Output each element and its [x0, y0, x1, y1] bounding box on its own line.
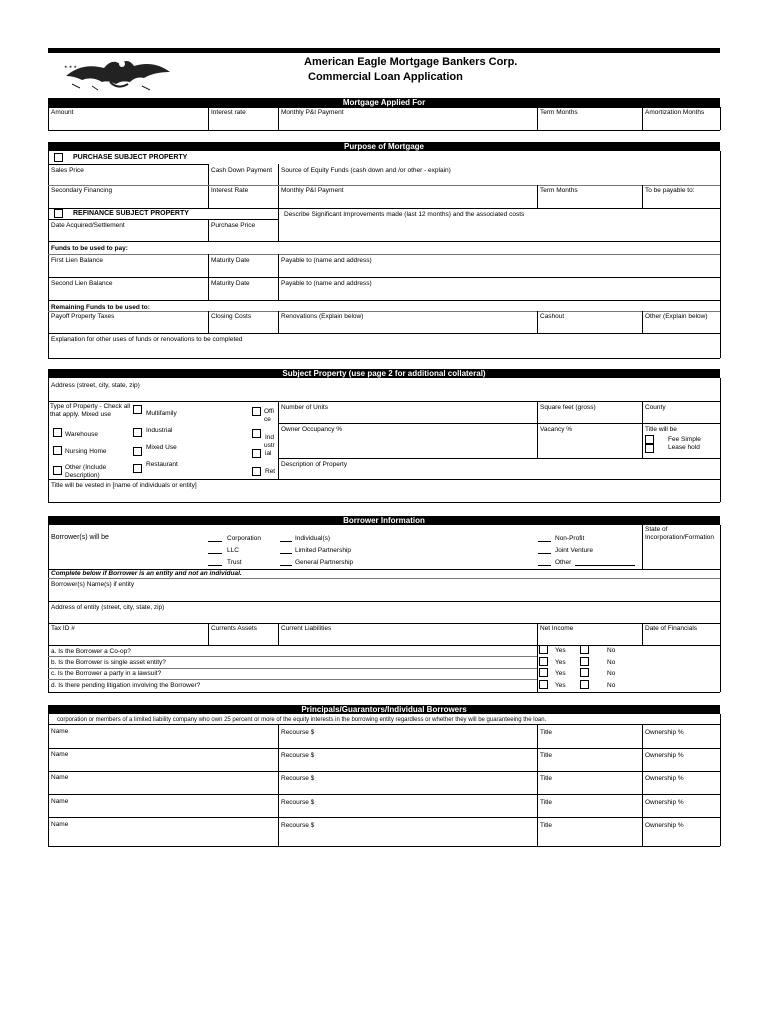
field-payoff-taxes[interactable]: Payoff Property Taxes: [51, 313, 115, 320]
property-type-label-1: Type of Property - Check all: [50, 403, 131, 410]
field-vacancy[interactable]: Vacancy %: [540, 426, 573, 433]
principal-1-name[interactable]: Name: [51, 728, 69, 735]
principal-5-ownership[interactable]: Ownership %: [645, 822, 684, 829]
state-label-a: State of: [645, 526, 668, 533]
field-explanation[interactable]: Explanation for other uses of funds or renovations to be completed: [51, 336, 243, 343]
field-entity-address[interactable]: Address of entity (street, city, state, zip): [51, 604, 165, 611]
label-warehouse: Warehouse: [65, 431, 98, 438]
checkbox-office[interactable]: [252, 407, 261, 416]
field-other-explain[interactable]: Other (Explain below): [645, 313, 708, 320]
question-lawsuit: c. Is the Borrower a party in a lawsuit?: [51, 670, 162, 677]
option-other[interactable]: Other: [555, 559, 572, 566]
question-single-asset: b. Is the Borrower is single asset entity?: [51, 659, 166, 666]
principal-3-title[interactable]: Title: [540, 775, 553, 782]
principal-1-ownership[interactable]: Ownership %: [645, 729, 684, 736]
checkbox-other-property[interactable]: [53, 466, 62, 475]
label-ind-a: Ind: [265, 434, 275, 441]
field-net-income[interactable]: Net Income: [540, 625, 574, 632]
field-interest-rate[interactable]: Interest rate: [211, 109, 246, 116]
checkbox-lease-hold[interactable]: [645, 444, 654, 453]
principal-2-title[interactable]: Title: [540, 752, 553, 759]
section-header-purpose: Purpose of Mortgage: [48, 142, 720, 151]
label-office-b: ce: [264, 416, 271, 423]
field-amortization-months[interactable]: Amortization Months: [645, 109, 705, 116]
field-county[interactable]: County: [645, 404, 666, 411]
label-restaurant: Restaurant: [146, 461, 178, 468]
field-describe-improvements[interactable]: Describe Significant Improvements made (last 12 months) and the associated costs: [284, 211, 525, 218]
checkbox-no-d[interactable]: [580, 680, 589, 689]
principal-3-recourse[interactable]: Recourse $: [281, 775, 315, 782]
option-llc[interactable]: LLC: [227, 547, 239, 554]
principal-5-recourse[interactable]: Recourse $: [281, 822, 315, 829]
principal-2-ownership[interactable]: Ownership %: [645, 752, 684, 759]
field-second-lien[interactable]: Second Lien Balance: [51, 280, 113, 287]
section-header-mortgage-applied: Mortgage Applied For: [48, 98, 720, 107]
header-rule: [48, 48, 720, 53]
checkbox-yes-c[interactable]: [539, 668, 548, 677]
field-title-vested[interactable]: Title will be vested in [name of individuals or entity]: [51, 482, 197, 489]
label-yes-c: Yes: [555, 670, 566, 677]
field-date-financials[interactable]: Date of Financials: [645, 625, 698, 632]
complete-below-note: Complete below if Borrower is an entity and not an individual.: [51, 570, 242, 577]
label-yes-d: Yes: [555, 682, 566, 689]
option-non-profit[interactable]: Non-Profit: [555, 535, 585, 542]
checkbox-retail[interactable]: [252, 467, 261, 476]
principal-2-recourse[interactable]: Recourse $: [281, 752, 315, 759]
field-closing-costs[interactable]: Closing Costs: [211, 313, 252, 320]
section-header-principals: Principals/Guarantors/Individual Borrowers: [48, 705, 720, 714]
field-purchase-price[interactable]: Purchase Price: [211, 222, 256, 229]
option-corporation[interactable]: Corporation: [227, 535, 261, 542]
svg-text:★ ★ ★: ★ ★ ★: [64, 64, 77, 69]
title-will-be-label: Title will be: [645, 426, 677, 433]
field-sales-price[interactable]: Sales Price: [51, 167, 84, 174]
label-ind-c: ial: [265, 450, 272, 457]
checkbox-industrial[interactable]: [133, 428, 142, 437]
principals-note: corporation or members of a limited liability company who own 25 percent or more of the equity interests in the borrowing entity regardless or whether they will be guaranteeing the loan.: [57, 717, 547, 723]
principal-4-name[interactable]: Name: [51, 798, 69, 805]
checkbox-purchase[interactable]: [54, 153, 63, 162]
checkbox-yes-b[interactable]: [539, 657, 548, 666]
borrowers-will-be-label: Borrower(s) will be: [51, 534, 109, 541]
field-renovations[interactable]: Renovations (Explain below): [281, 313, 364, 320]
field-owner-occupancy[interactable]: Owner Occupancy %: [281, 426, 343, 433]
field-current-assets[interactable]: Currents Assets: [211, 625, 257, 632]
question-coop: a. Is the Borrower a Co-op?: [51, 648, 131, 655]
purchase-label: PURCHASE SUBJECT PROPERTY: [73, 154, 188, 161]
checkbox-industrial-2[interactable]: [252, 429, 261, 438]
label-ind-b: ustr: [264, 442, 275, 449]
field-number-units[interactable]: Number of Units: [281, 404, 328, 411]
checkbox-no-c[interactable]: [580, 668, 589, 677]
label-yes-b: Yes: [555, 659, 566, 666]
principal-1-recourse[interactable]: Recourse $: [281, 729, 315, 736]
form-title: Commercial Loan Application: [308, 71, 463, 83]
checkbox-multifamily[interactable]: [133, 405, 142, 414]
principal-5-title[interactable]: Title: [540, 822, 553, 829]
label-other-b: Description): [65, 472, 100, 479]
checkbox-refinance[interactable]: [54, 209, 63, 218]
checkbox-warehouse[interactable]: [53, 428, 62, 437]
label-no-b: No: [607, 659, 616, 666]
section-header-borrower: Borrower Information: [48, 516, 720, 525]
field-source-equity[interactable]: Source of Equity Funds (cash down and /or other - explain): [281, 167, 451, 174]
section-header-subject-property: Subject Property (use page 2 for additional collateral): [48, 369, 720, 378]
label-fee-simple: Fee Simple: [668, 436, 701, 443]
checkbox-no-a[interactable]: [580, 645, 589, 654]
field-payable-name-1[interactable]: Payable to (name and address): [281, 257, 372, 264]
field-term-months[interactable]: Term Months: [540, 109, 578, 116]
funds-to-pay-label: Funds to be used to pay:: [51, 245, 128, 252]
label-lease-hold: Lease hold: [668, 444, 700, 451]
field-amount[interactable]: Amount: [51, 109, 74, 116]
checkbox-restaurant[interactable]: [133, 464, 142, 473]
field-term-months-2[interactable]: Term Months: [540, 187, 578, 194]
field-first-lien[interactable]: First Lien Balance: [51, 257, 104, 264]
option-trust[interactable]: Trust: [227, 559, 242, 566]
label-no-a: No: [607, 647, 616, 654]
principal-3-ownership[interactable]: Ownership %: [645, 775, 684, 782]
principal-5-name[interactable]: Name: [51, 821, 69, 828]
principal-2-name[interactable]: Name: [51, 751, 69, 758]
principal-4-ownership[interactable]: Ownership %: [645, 799, 684, 806]
eagle-logo: [62, 54, 174, 94]
label-retail: Ret: [265, 468, 276, 475]
property-type-label-2: that apply. Mixed use: [50, 411, 111, 418]
principal-1-title[interactable]: Title: [540, 729, 553, 736]
checkbox-fee-simple[interactable]: [645, 435, 654, 444]
label-no-c: No: [607, 670, 616, 677]
label-mixed-use: Mixed Use: [146, 444, 177, 451]
field-tax-id[interactable]: Tax ID #: [51, 625, 75, 632]
label-multifamily: Multifamily: [146, 410, 177, 417]
field-borrower-names[interactable]: Borrower(s) Name(s) if entity: [51, 581, 135, 588]
label-yes-a: Yes: [555, 647, 566, 654]
field-interest-rate-2[interactable]: Interest Rate: [211, 187, 249, 194]
field-square-feet[interactable]: Square feet (gross): [540, 404, 596, 411]
option-joint-venture[interactable]: Joint Venture: [555, 547, 593, 554]
field-cash-down[interactable]: Cash Down Payment: [211, 167, 273, 174]
field-secondary-financing[interactable]: Secondary Financing: [51, 187, 113, 194]
field-date-acquired[interactable]: Date Acquired/Settlement: [51, 222, 125, 229]
principal-4-recourse[interactable]: Recourse $: [281, 799, 315, 806]
company-name: American Eagle Mortgage Bankers Corp.: [304, 56, 518, 68]
label-office-a: Offi: [264, 408, 274, 415]
state-label-b[interactable]: Incorporation/Formation: [645, 534, 715, 541]
checkbox-ind-3[interactable]: [252, 449, 261, 458]
label-industrial: Industrial: [146, 427, 173, 434]
divider: [48, 107, 720, 108]
label-no-d: No: [607, 682, 616, 689]
remaining-funds-label: Remaining Funds to be used to:: [51, 304, 150, 311]
field-current-liabilities[interactable]: Current Liabilities: [281, 625, 332, 632]
question-litigation: d. Is there pending litigation involving the Borrower?: [51, 682, 201, 689]
field-monthly-payment[interactable]: Monthly P&I Payment: [281, 109, 344, 116]
label-other-a: Other (Include: [65, 464, 107, 471]
checkbox-nursing-home[interactable]: [53, 446, 62, 455]
field-description-property[interactable]: Description of Property: [281, 461, 348, 468]
principal-3-name[interactable]: Name: [51, 774, 69, 781]
field-property-address[interactable]: Address (street, city, state, zip): [51, 382, 140, 389]
option-limited-partnership[interactable]: Limited Partnership: [295, 547, 351, 554]
refinance-label: REFINANCE SUBJECT PROPERTY: [73, 210, 189, 217]
label-nursing-home: Nursing Home: [65, 448, 107, 455]
checkbox-yes-d[interactable]: [539, 680, 548, 689]
field-maturity-date-2[interactable]: Maturity Date: [211, 280, 250, 287]
option-general-partnership[interactable]: General Partnership: [295, 559, 354, 566]
field-maturity-date-1[interactable]: Maturity Date: [211, 257, 250, 264]
field-payable-to[interactable]: To be payable to:: [645, 187, 695, 194]
checkbox-no-b[interactable]: [580, 657, 589, 666]
field-monthly-payment-2[interactable]: Monthly P&I Payment: [281, 187, 344, 194]
principal-4-title[interactable]: Title: [540, 799, 553, 806]
checkbox-yes-a[interactable]: [539, 645, 548, 654]
field-cashout[interactable]: Cashout: [540, 313, 565, 320]
field-payable-name-2[interactable]: Payable to (name and address): [281, 280, 372, 287]
checkbox-mixed-use[interactable]: [133, 447, 142, 456]
option-individuals[interactable]: Individual(s): [295, 535, 331, 542]
